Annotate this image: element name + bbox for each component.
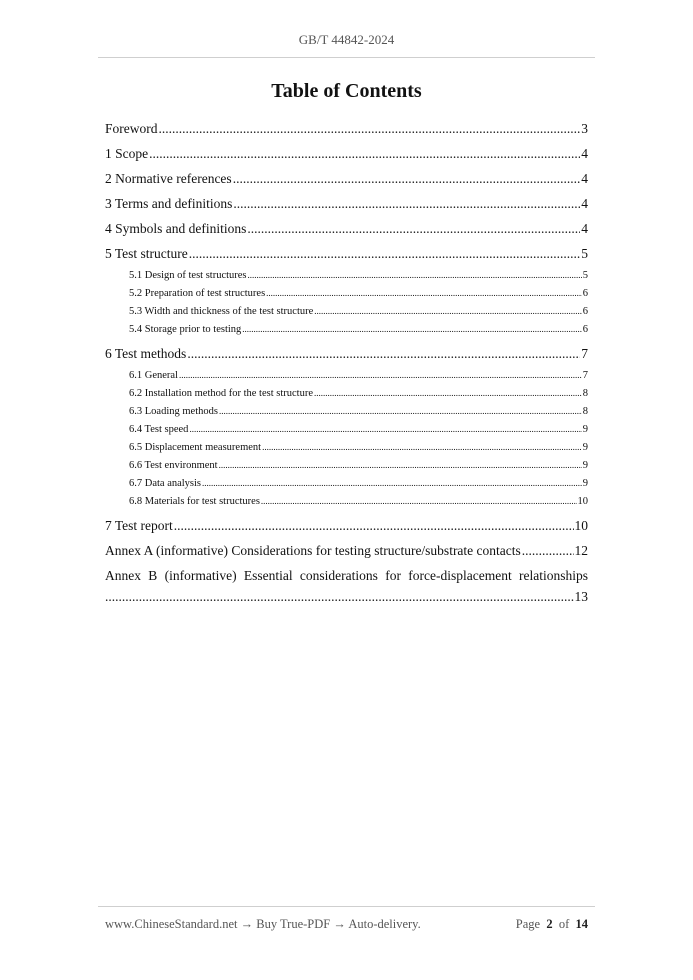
- toc-subentry-6-4[interactable]: [105, 420, 588, 438]
- current-page-number: 2: [546, 917, 553, 931]
- toc-leader-dots: [219, 456, 582, 475]
- toc-entry-page: 4: [581, 221, 588, 236]
- toc-leader-dots: [179, 366, 582, 385]
- toc-subentry-5-2[interactable]: [105, 284, 588, 302]
- toc-leader-dots: [187, 341, 580, 366]
- footer-site-link[interactable]: www.ChineseStandard.net: [105, 917, 238, 931]
- toc-leader-dots: [159, 116, 581, 141]
- toc-entry-page: 9: [582, 460, 588, 471]
- toc-leader-dots: [266, 284, 582, 303]
- toc-subentry-6-6[interactable]: [105, 456, 588, 474]
- toc-entry-page: 12: [574, 543, 588, 558]
- toc-entry-symbols-definitions[interactable]: [105, 216, 588, 241]
- arrow-right-icon: →: [240, 917, 257, 931]
- toc-entry-page: 6: [582, 306, 588, 317]
- toc-entry-label: 6.3 Loading methods: [129, 406, 218, 417]
- toc-leader-dots: [314, 302, 581, 321]
- toc-entry-label: 6.5 Displacement measurement: [129, 442, 262, 453]
- toc-entry-normative-references[interactable]: [105, 166, 588, 191]
- toc-leader-dots: [262, 438, 582, 457]
- toc-entry-test-methods[interactable]: [105, 341, 588, 366]
- toc-entry-label: Annex B (informative) Essential considerations for force-displacement relationships: [105, 568, 588, 583]
- total-pages-number: 14: [575, 917, 588, 931]
- toc-entry-label: Annex A (informative) Considerations for testing structure/substrate contacts: [105, 543, 521, 558]
- toc-leader-dots: [233, 166, 581, 191]
- toc-leader-dots: [247, 216, 580, 241]
- toc-entry-label: 5 Test structure: [105, 246, 188, 261]
- toc-entry-page: 6: [582, 288, 588, 299]
- toc-entry-page: 6: [582, 324, 588, 335]
- footer-delivery-text: Auto-delivery.: [348, 917, 421, 931]
- page-footer: [105, 917, 588, 932]
- toc-leader-dots: [314, 384, 582, 403]
- toc-entry-page: 9: [582, 442, 588, 453]
- toc-entry-label: 6.1 General: [129, 370, 178, 381]
- toc-leader-dots: [219, 402, 582, 421]
- toc-subentry-5-1[interactable]: [105, 266, 588, 284]
- toc-subentry-6-2[interactable]: [105, 384, 588, 402]
- page-word: Page: [515, 917, 541, 931]
- toc-entry-label: 5.4 Storage prior to testing: [129, 324, 242, 335]
- toc-entry-scope[interactable]: [105, 141, 588, 166]
- toc-entry-page: 4: [581, 146, 588, 161]
- toc-entry-label: 3 Terms and definitions: [105, 196, 233, 211]
- toc-entry-continuation: [105, 586, 588, 607]
- toc-entry-foreword[interactable]: [105, 116, 588, 141]
- toc-leader-dots: [261, 492, 577, 511]
- toc-entry-page: 7: [581, 346, 588, 361]
- toc-entry-label: Foreword: [105, 121, 158, 136]
- toc-entry-page: 7: [582, 370, 588, 381]
- toc-entry-test-report[interactable]: [105, 513, 588, 538]
- arrow-right-icon: →: [333, 917, 349, 931]
- toc-leader-dots: [149, 141, 580, 166]
- toc-subentry-5-3[interactable]: [105, 302, 588, 320]
- toc-entry-label: 7 Test report: [105, 518, 173, 533]
- toc-entry-label: 5.1 Design of test structures: [129, 270, 247, 281]
- toc-leader-dots: [248, 266, 582, 285]
- toc-entry-page: 9: [582, 478, 588, 489]
- toc-entry-label: 6.8 Materials for test structures: [129, 496, 260, 507]
- toc-entry-page: 10: [577, 496, 588, 507]
- toc-entry-page: 8: [582, 406, 588, 417]
- toc-entry-page: 9: [582, 424, 588, 435]
- toc-leader-dots: [189, 420, 581, 439]
- toc-leader-dots: [202, 474, 582, 493]
- toc-entry-label: 5.3 Width and thickness of the test structure: [129, 306, 314, 317]
- toc-subentry-6-7[interactable]: [105, 474, 588, 492]
- toc-entry-page: 10: [574, 518, 588, 533]
- toc-subentry-6-5[interactable]: [105, 438, 588, 456]
- toc-subentry-6-3[interactable]: [105, 402, 588, 420]
- toc-entry-page: 8: [582, 388, 588, 399]
- toc-title: Table of Contents: [271, 80, 422, 102]
- toc-entry-page: 13: [574, 589, 588, 604]
- toc-entry-test-structure[interactable]: [105, 241, 588, 266]
- toc-entry-label: 2 Normative references: [105, 171, 232, 186]
- toc-entry-annex-a[interactable]: [105, 538, 588, 563]
- toc-entry-label: 5.2 Preparation of test structures: [129, 288, 266, 299]
- toc-entry-label: 6.7 Data analysis: [129, 478, 202, 489]
- toc-subentry-5-4[interactable]: [105, 320, 588, 338]
- toc-entry-terms-definitions[interactable]: [105, 191, 588, 216]
- footer-promo: [105, 917, 421, 932]
- of-word: of: [558, 917, 570, 931]
- toc-leader-dots: [522, 538, 574, 563]
- footer-buy-text: Buy True-PDF: [256, 917, 331, 931]
- toc-entry-label: 1 Scope: [105, 146, 149, 161]
- toc-entry-label: 6.4 Test speed: [129, 424, 189, 435]
- toc-leader-dots: [105, 586, 575, 607]
- toc-leader-dots: [189, 241, 580, 266]
- header-divider: [98, 57, 595, 58]
- toc-entry-label: 6.6 Test environment: [129, 460, 218, 471]
- page-indicator: [516, 917, 588, 932]
- toc-entry-page: 5: [582, 270, 588, 281]
- toc-leader-dots: [242, 320, 581, 339]
- page-header-doc-id: GB/T 44842-2024: [298, 32, 395, 47]
- toc-leader-dots: [233, 191, 580, 216]
- toc-subentry-6-8[interactable]: [105, 492, 588, 510]
- toc-entry-page: 3: [581, 121, 588, 136]
- toc-entry-label: 6 Test methods: [105, 346, 187, 361]
- toc-entry-page: 5: [581, 246, 588, 261]
- toc-entry-label: 4 Symbols and definitions: [105, 221, 247, 236]
- toc-subentry-6-1[interactable]: [105, 366, 588, 384]
- toc-entry-label: 6.2 Installation method for the test structure: [129, 388, 313, 399]
- toc-entry-page: 4: [581, 171, 588, 186]
- toc-list: [105, 116, 588, 607]
- toc-entry-annex-b[interactable]: [105, 565, 588, 607]
- toc-leader-dots: [174, 513, 574, 538]
- toc-entry-page: 4: [581, 196, 588, 211]
- footer-divider: [98, 906, 595, 907]
